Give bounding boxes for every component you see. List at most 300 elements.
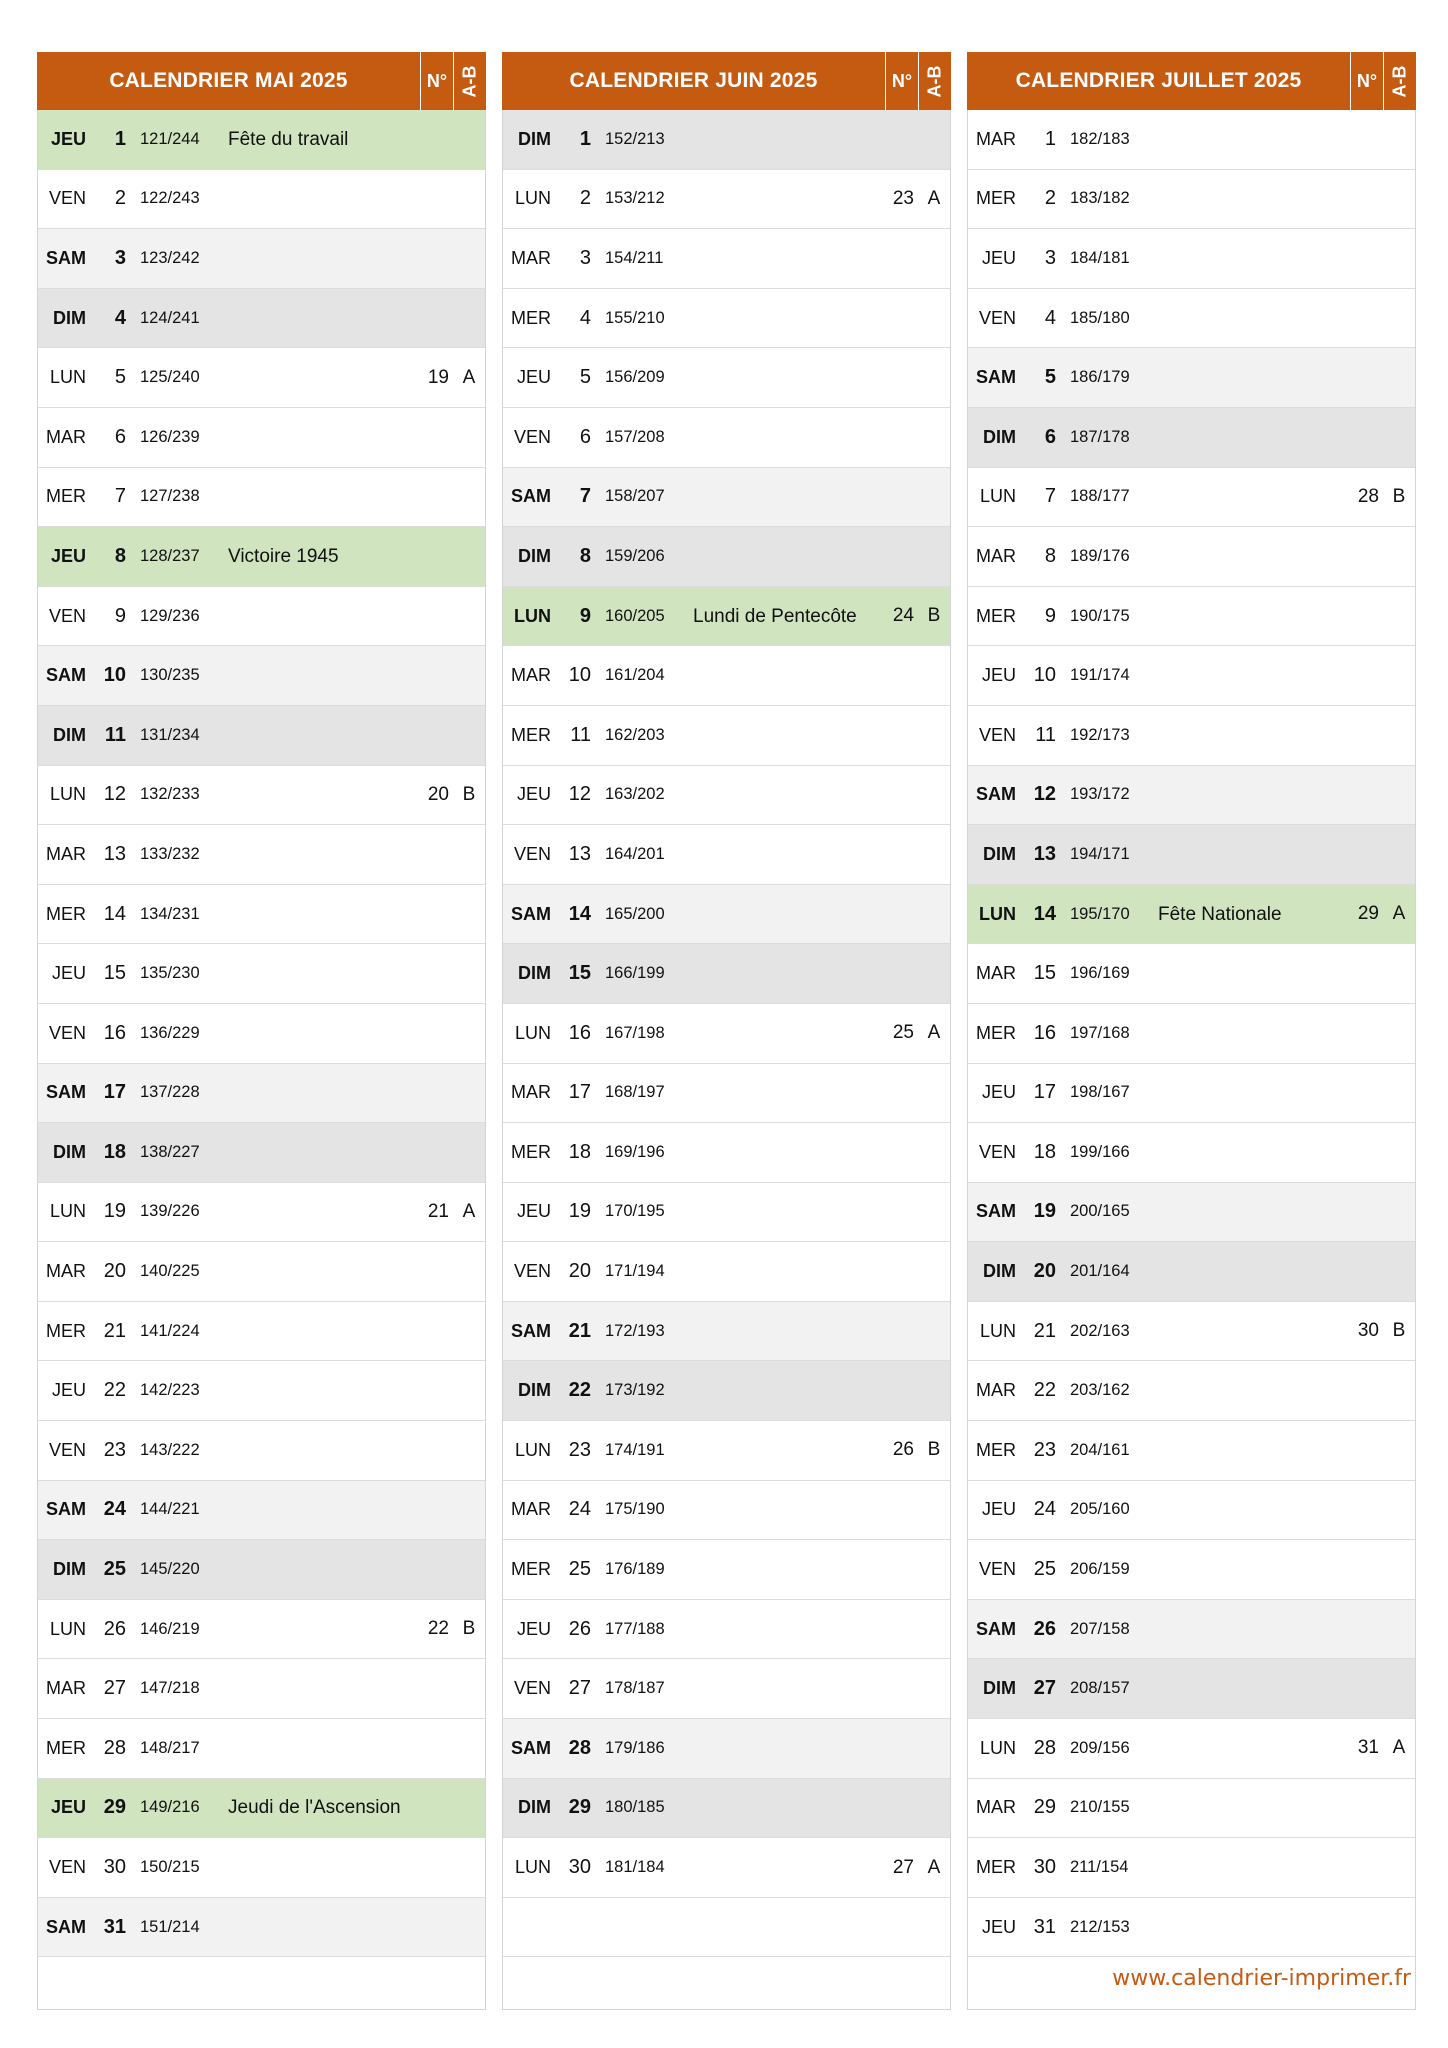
day-number: 23 — [1033, 1438, 1056, 1461]
day-number: 2 — [1044, 187, 1056, 210]
day-of-week: MER — [976, 1439, 1016, 1460]
ab-week-header — [1383, 52, 1416, 110]
day-row — [38, 1242, 485, 1302]
day-row — [968, 170, 1415, 230]
week-number: 27 — [892, 1856, 914, 1878]
day-number: 5 — [579, 366, 591, 389]
day-number: 18 — [568, 1140, 591, 1163]
day-row — [38, 1540, 485, 1600]
day-row — [503, 170, 950, 230]
day-of-year: 146/219 — [140, 1619, 200, 1638]
day-number: 14 — [103, 902, 126, 925]
day-row — [968, 825, 1415, 885]
day-of-year: 124/241 — [140, 308, 200, 327]
day-of-week: DIM — [53, 1141, 86, 1162]
day-number: 4 — [1044, 306, 1056, 329]
day-of-week: SAM — [511, 1320, 551, 1341]
day-of-year: 200/165 — [1070, 1202, 1130, 1221]
day-row — [503, 1838, 950, 1898]
day-number: 18 — [1033, 1140, 1056, 1163]
day-number: 30 — [103, 1856, 126, 1879]
day-number: 14 — [1033, 902, 1056, 925]
day-row — [968, 587, 1415, 647]
day-of-year: 163/202 — [605, 785, 665, 804]
day-number: 24 — [568, 1498, 591, 1521]
day-row — [968, 1540, 1415, 1600]
day-of-week: JEU — [50, 1797, 86, 1818]
day-of-week: DIM — [53, 1559, 86, 1580]
day-of-year: 123/242 — [140, 248, 200, 267]
day-row — [503, 1302, 950, 1362]
day-number: 8 — [579, 544, 591, 567]
day-of-week: VEN — [513, 426, 551, 447]
day-of-week: LUN — [979, 1737, 1016, 1758]
day-number: 19 — [568, 1200, 591, 1223]
day-number: 22 — [103, 1379, 126, 1402]
day-of-year: 196/169 — [1070, 964, 1130, 983]
day-row — [968, 1302, 1415, 1362]
day-row — [38, 1123, 485, 1183]
day-number: 15 — [568, 962, 591, 985]
day-number: 17 — [568, 1081, 591, 1104]
ab-week-header-label: A-B — [1389, 65, 1410, 97]
day-of-year: 167/198 — [605, 1023, 665, 1042]
day-row — [968, 229, 1415, 289]
day-number: 26 — [568, 1617, 591, 1640]
day-number: 10 — [103, 664, 126, 687]
day-of-week: LUN — [514, 1022, 551, 1043]
day-row — [503, 468, 950, 528]
day-row — [968, 110, 1415, 170]
day-row — [38, 1898, 485, 1958]
week-number-header: N° — [885, 52, 918, 110]
day-row — [38, 1302, 485, 1362]
day-of-year: 121/244 — [140, 129, 200, 148]
day-of-year: 161/204 — [605, 666, 665, 685]
day-of-year: 130/235 — [140, 666, 200, 685]
day-number: 11 — [570, 723, 591, 746]
day-of-week: MER — [46, 1320, 86, 1341]
day-of-week: JEU — [981, 1916, 1016, 1937]
day-row — [503, 408, 950, 468]
day-row — [503, 229, 950, 289]
day-of-week: VEN — [513, 1678, 551, 1699]
day-of-year: 181/184 — [605, 1858, 665, 1877]
day-row — [968, 706, 1415, 766]
day-number: 4 — [579, 306, 591, 329]
ab-week-header-label: A-B — [924, 65, 945, 97]
month-title: CALENDRIER MAI 2025 — [109, 69, 348, 92]
day-of-year: 174/191 — [605, 1440, 665, 1459]
day-of-week: MAR — [511, 247, 551, 268]
day-number: 17 — [103, 1081, 126, 1104]
day-number: 29 — [568, 1796, 591, 1819]
day-of-week: VEN — [978, 307, 1016, 328]
day-of-week: JEU — [981, 665, 1016, 686]
day-row — [503, 527, 950, 587]
day-number: 1 — [114, 127, 126, 150]
day-of-year: 153/212 — [605, 189, 665, 208]
day-of-year: 197/168 — [1070, 1023, 1130, 1042]
day-of-year: 125/240 — [140, 368, 200, 387]
day-of-year: 191/174 — [1070, 666, 1130, 685]
day-number: 20 — [103, 1260, 126, 1283]
day-row — [503, 766, 950, 826]
week-number: 26 — [892, 1439, 914, 1461]
day-number: 7 — [114, 485, 126, 508]
day-number: 24 — [1033, 1498, 1056, 1521]
day-of-week: MAR — [976, 1380, 1016, 1401]
day-of-week: JEU — [981, 247, 1016, 268]
day-of-week: JEU — [51, 1380, 86, 1401]
day-number: 9 — [579, 604, 591, 627]
day-number: 27 — [103, 1677, 126, 1700]
day-of-week: VEN — [978, 1141, 1016, 1162]
day-of-year: 184/181 — [1070, 248, 1130, 267]
day-row — [38, 468, 485, 528]
day-number: 3 — [1044, 246, 1056, 269]
day-of-year: 134/231 — [140, 904, 200, 923]
day-of-week: VEN — [48, 605, 86, 626]
day-of-year: 205/160 — [1070, 1500, 1130, 1519]
month-header — [37, 52, 486, 110]
week-number: 21 — [427, 1200, 449, 1222]
day-row — [968, 1659, 1415, 1719]
day-of-year: 179/186 — [605, 1738, 665, 1757]
day-number: 30 — [1033, 1856, 1056, 1879]
day-of-year: 156/209 — [605, 368, 665, 387]
day-of-year: 143/222 — [140, 1440, 200, 1459]
day-row — [38, 587, 485, 647]
day-of-week: MER — [511, 724, 551, 745]
day-row — [968, 1183, 1415, 1243]
day-number: 11 — [104, 723, 126, 746]
empty-row — [503, 1898, 950, 1958]
day-row — [968, 1004, 1415, 1064]
day-row — [38, 1600, 485, 1660]
day-row — [38, 885, 485, 945]
day-of-year: 166/199 — [605, 964, 665, 983]
day-number: 12 — [568, 783, 591, 806]
day-of-year: 211/154 — [1070, 1858, 1129, 1877]
day-row — [968, 1123, 1415, 1183]
day-of-week: MER — [976, 188, 1016, 209]
month-day-list — [502, 110, 951, 2010]
day-row — [503, 1719, 950, 1779]
day-number: 1 — [1044, 127, 1056, 150]
day-number: 25 — [568, 1558, 591, 1581]
day-of-week: VEN — [48, 1022, 86, 1043]
day-of-week: SAM — [976, 1618, 1016, 1639]
day-number: 8 — [114, 544, 126, 567]
day-row — [968, 1242, 1415, 1302]
day-of-week: SAM — [46, 1499, 86, 1520]
month-day-list — [967, 110, 1416, 2010]
day-number: 27 — [1033, 1677, 1056, 1700]
day-number: 7 — [1044, 485, 1056, 508]
ab-week-header — [918, 52, 951, 110]
day-of-year: 193/172 — [1070, 785, 1130, 804]
day-of-week: VEN — [48, 1439, 86, 1460]
day-row — [38, 1004, 485, 1064]
day-of-week: JEU — [516, 784, 551, 805]
day-number: 28 — [103, 1736, 126, 1759]
day-of-year: 160/205 — [605, 606, 665, 625]
day-number: 12 — [1033, 783, 1056, 806]
day-of-week: LUN — [979, 486, 1016, 507]
day-of-week: DIM — [53, 724, 86, 745]
day-number: 6 — [114, 425, 126, 448]
day-number: 9 — [1044, 604, 1056, 627]
day-of-year: 129/236 — [140, 606, 200, 625]
day-number: 5 — [1044, 366, 1056, 389]
day-row — [968, 1600, 1415, 1660]
ab-week: A — [1392, 1737, 1406, 1759]
day-row — [503, 1123, 950, 1183]
website-link[interactable]: www.calendrier-imprimer.fr — [1112, 1966, 1411, 1991]
day-of-week: DIM — [518, 128, 551, 149]
day-row — [38, 348, 485, 408]
day-row — [968, 527, 1415, 587]
day-of-year: 168/197 — [605, 1083, 665, 1102]
day-row — [503, 706, 950, 766]
day-of-year: 199/166 — [1070, 1142, 1130, 1161]
day-row — [968, 348, 1415, 408]
day-of-year: 138/227 — [140, 1142, 200, 1161]
day-row — [503, 825, 950, 885]
day-number: 15 — [1033, 962, 1056, 985]
ab-week: A — [462, 1200, 476, 1222]
day-of-week: LUN — [514, 1857, 551, 1878]
day-number: 1 — [579, 127, 591, 150]
day-of-week: MER — [976, 1022, 1016, 1043]
day-of-week: MER — [511, 1559, 551, 1580]
day-of-year: 188/177 — [1070, 487, 1130, 506]
ab-week: A — [927, 1856, 941, 1878]
day-of-year: 195/170 — [1070, 904, 1130, 923]
day-number: 20 — [568, 1260, 591, 1283]
day-of-week: LUN — [514, 188, 551, 209]
event-label: Jeudi de l'Ascension — [228, 1797, 401, 1819]
day-row — [503, 1064, 950, 1124]
day-of-year: 152/213 — [605, 129, 665, 148]
day-of-year: 206/159 — [1070, 1560, 1130, 1579]
week-number: 23 — [892, 187, 914, 209]
ab-week: B — [1392, 1320, 1406, 1342]
month-title: CALENDRIER JUIN 2025 — [569, 69, 818, 92]
day-number: 6 — [579, 425, 591, 448]
day-number: 3 — [579, 246, 591, 269]
day-of-year: 144/221 — [140, 1500, 200, 1519]
day-of-year: 208/157 — [1070, 1679, 1130, 1698]
day-number: 14 — [568, 902, 591, 925]
day-of-year: 190/175 — [1070, 606, 1130, 625]
ab-week: A — [462, 366, 476, 388]
day-of-year: 209/156 — [1070, 1738, 1130, 1757]
day-of-week: SAM — [46, 1916, 86, 1937]
day-row — [38, 289, 485, 349]
day-number: 10 — [568, 664, 591, 687]
day-of-week: JEU — [981, 1082, 1016, 1103]
day-of-week: MAR — [976, 963, 1016, 984]
day-row — [38, 766, 485, 826]
day-of-week: MAR — [976, 128, 1016, 149]
day-row — [968, 408, 1415, 468]
day-of-week: SAM — [976, 784, 1016, 805]
day-of-year: 149/216 — [140, 1798, 200, 1817]
day-of-week: LUN — [49, 1201, 86, 1222]
day-number: 2 — [579, 187, 591, 210]
week-number: 30 — [1357, 1320, 1379, 1342]
day-number: 30 — [568, 1856, 591, 1879]
day-of-week: VEN — [513, 843, 551, 864]
day-number: 6 — [1044, 425, 1056, 448]
day-of-week: DIM — [518, 1380, 551, 1401]
day-row — [38, 170, 485, 230]
day-number: 21 — [103, 1319, 126, 1342]
day-of-year: 169/196 — [605, 1142, 665, 1161]
day-number: 31 — [103, 1915, 126, 1938]
day-row — [503, 1421, 950, 1481]
day-row — [38, 1719, 485, 1779]
holiday-row — [503, 587, 950, 647]
day-number: 21 — [568, 1319, 591, 1342]
day-of-week: DIM — [983, 843, 1016, 864]
day-number: 22 — [568, 1379, 591, 1402]
day-row — [38, 1183, 485, 1243]
day-number: 28 — [1033, 1736, 1056, 1759]
day-of-year: 186/179 — [1070, 368, 1130, 387]
day-of-year: 137/228 — [140, 1083, 200, 1102]
day-of-year: 165/200 — [605, 904, 665, 923]
week-number: 20 — [427, 783, 449, 805]
day-number: 19 — [1033, 1200, 1056, 1223]
month-day-list — [37, 110, 486, 2010]
month-header — [502, 52, 951, 110]
week-number-header: N° — [420, 52, 453, 110]
day-of-week: JEU — [981, 1499, 1016, 1520]
day-row — [968, 1481, 1415, 1541]
day-row — [38, 1838, 485, 1898]
day-number: 8 — [1044, 544, 1056, 567]
day-number: 16 — [1033, 1021, 1056, 1044]
day-of-year: 192/173 — [1070, 725, 1130, 744]
day-of-year: 171/194 — [605, 1262, 665, 1281]
day-of-week: MER — [511, 307, 551, 328]
day-of-week: MAR — [976, 545, 1016, 566]
holiday-row — [968, 885, 1415, 945]
day-of-year: 173/192 — [605, 1381, 665, 1400]
day-of-year: 178/187 — [605, 1679, 665, 1698]
day-number: 5 — [114, 366, 126, 389]
day-row — [38, 944, 485, 1004]
day-of-year: 151/214 — [140, 1917, 200, 1936]
day-of-week: JEU — [516, 1201, 551, 1222]
day-row — [503, 1779, 950, 1839]
day-of-year: 122/243 — [140, 189, 200, 208]
day-row — [38, 1481, 485, 1541]
day-of-year: 187/178 — [1070, 427, 1130, 446]
day-row — [968, 1361, 1415, 1421]
day-of-year: 201/164 — [1070, 1262, 1130, 1281]
day-number: 9 — [114, 604, 126, 627]
day-number: 22 — [1033, 1379, 1056, 1402]
day-of-year: 204/161 — [1070, 1440, 1130, 1459]
day-row — [968, 1064, 1415, 1124]
day-of-week: LUN — [979, 903, 1016, 924]
day-of-year: 203/162 — [1070, 1381, 1130, 1400]
day-number: 13 — [1033, 842, 1056, 865]
day-of-year: 210/155 — [1070, 1798, 1130, 1817]
day-of-year: 128/237 — [140, 546, 200, 565]
holiday-row — [38, 110, 485, 170]
day-of-year: 212/153 — [1070, 1917, 1130, 1936]
day-row — [38, 825, 485, 885]
day-of-week: MER — [46, 1737, 86, 1758]
day-of-week: DIM — [518, 545, 551, 566]
day-of-week: JEU — [50, 128, 86, 149]
day-of-week: SAM — [46, 247, 86, 268]
day-number: 13 — [103, 842, 126, 865]
month-column-may — [37, 52, 486, 2010]
day-of-week: VEN — [513, 1261, 551, 1282]
event-label: Victoire 1945 — [228, 545, 339, 567]
day-row — [968, 289, 1415, 349]
day-of-year: 135/230 — [140, 964, 200, 983]
month-column-june — [502, 52, 951, 2010]
day-number: 25 — [103, 1558, 126, 1581]
month-column-july — [967, 52, 1416, 2010]
day-of-week: SAM — [976, 367, 1016, 388]
day-of-week: MAR — [46, 843, 86, 864]
day-of-year: 147/218 — [140, 1679, 200, 1698]
week-number: 31 — [1357, 1737, 1379, 1759]
day-of-week: MER — [46, 486, 86, 507]
day-of-week: VEN — [978, 724, 1016, 745]
day-of-week: MAR — [511, 665, 551, 686]
day-number: 26 — [1033, 1617, 1056, 1640]
day-of-week: MAR — [976, 1797, 1016, 1818]
event-label: Lundi de Pentecôte — [693, 605, 857, 627]
day-of-year: 176/189 — [605, 1560, 665, 1579]
ab-week-header-label: A-B — [459, 65, 480, 97]
day-of-year: 164/201 — [605, 844, 665, 863]
day-of-year: 172/193 — [605, 1321, 665, 1340]
day-row — [503, 1540, 950, 1600]
day-row — [968, 766, 1415, 826]
day-of-year: 175/190 — [605, 1500, 665, 1519]
week-number: 28 — [1357, 485, 1379, 507]
day-of-year: 198/167 — [1070, 1083, 1130, 1102]
day-of-year: 182/183 — [1070, 129, 1130, 148]
day-of-year: 148/217 — [140, 1738, 200, 1757]
day-number: 16 — [103, 1021, 126, 1044]
day-row — [968, 1719, 1415, 1779]
day-row — [503, 1481, 950, 1541]
day-number: 13 — [568, 842, 591, 865]
ab-week-header — [453, 52, 486, 110]
day-number: 24 — [103, 1498, 126, 1521]
week-number: 24 — [892, 605, 914, 627]
day-row — [38, 706, 485, 766]
day-of-week: DIM — [518, 963, 551, 984]
day-row — [968, 1421, 1415, 1481]
event-label: Fête du travail — [228, 128, 349, 150]
day-of-week: LUN — [49, 367, 86, 388]
day-number: 4 — [114, 306, 126, 329]
week-number: 25 — [892, 1022, 914, 1044]
day-of-week: MAR — [46, 426, 86, 447]
